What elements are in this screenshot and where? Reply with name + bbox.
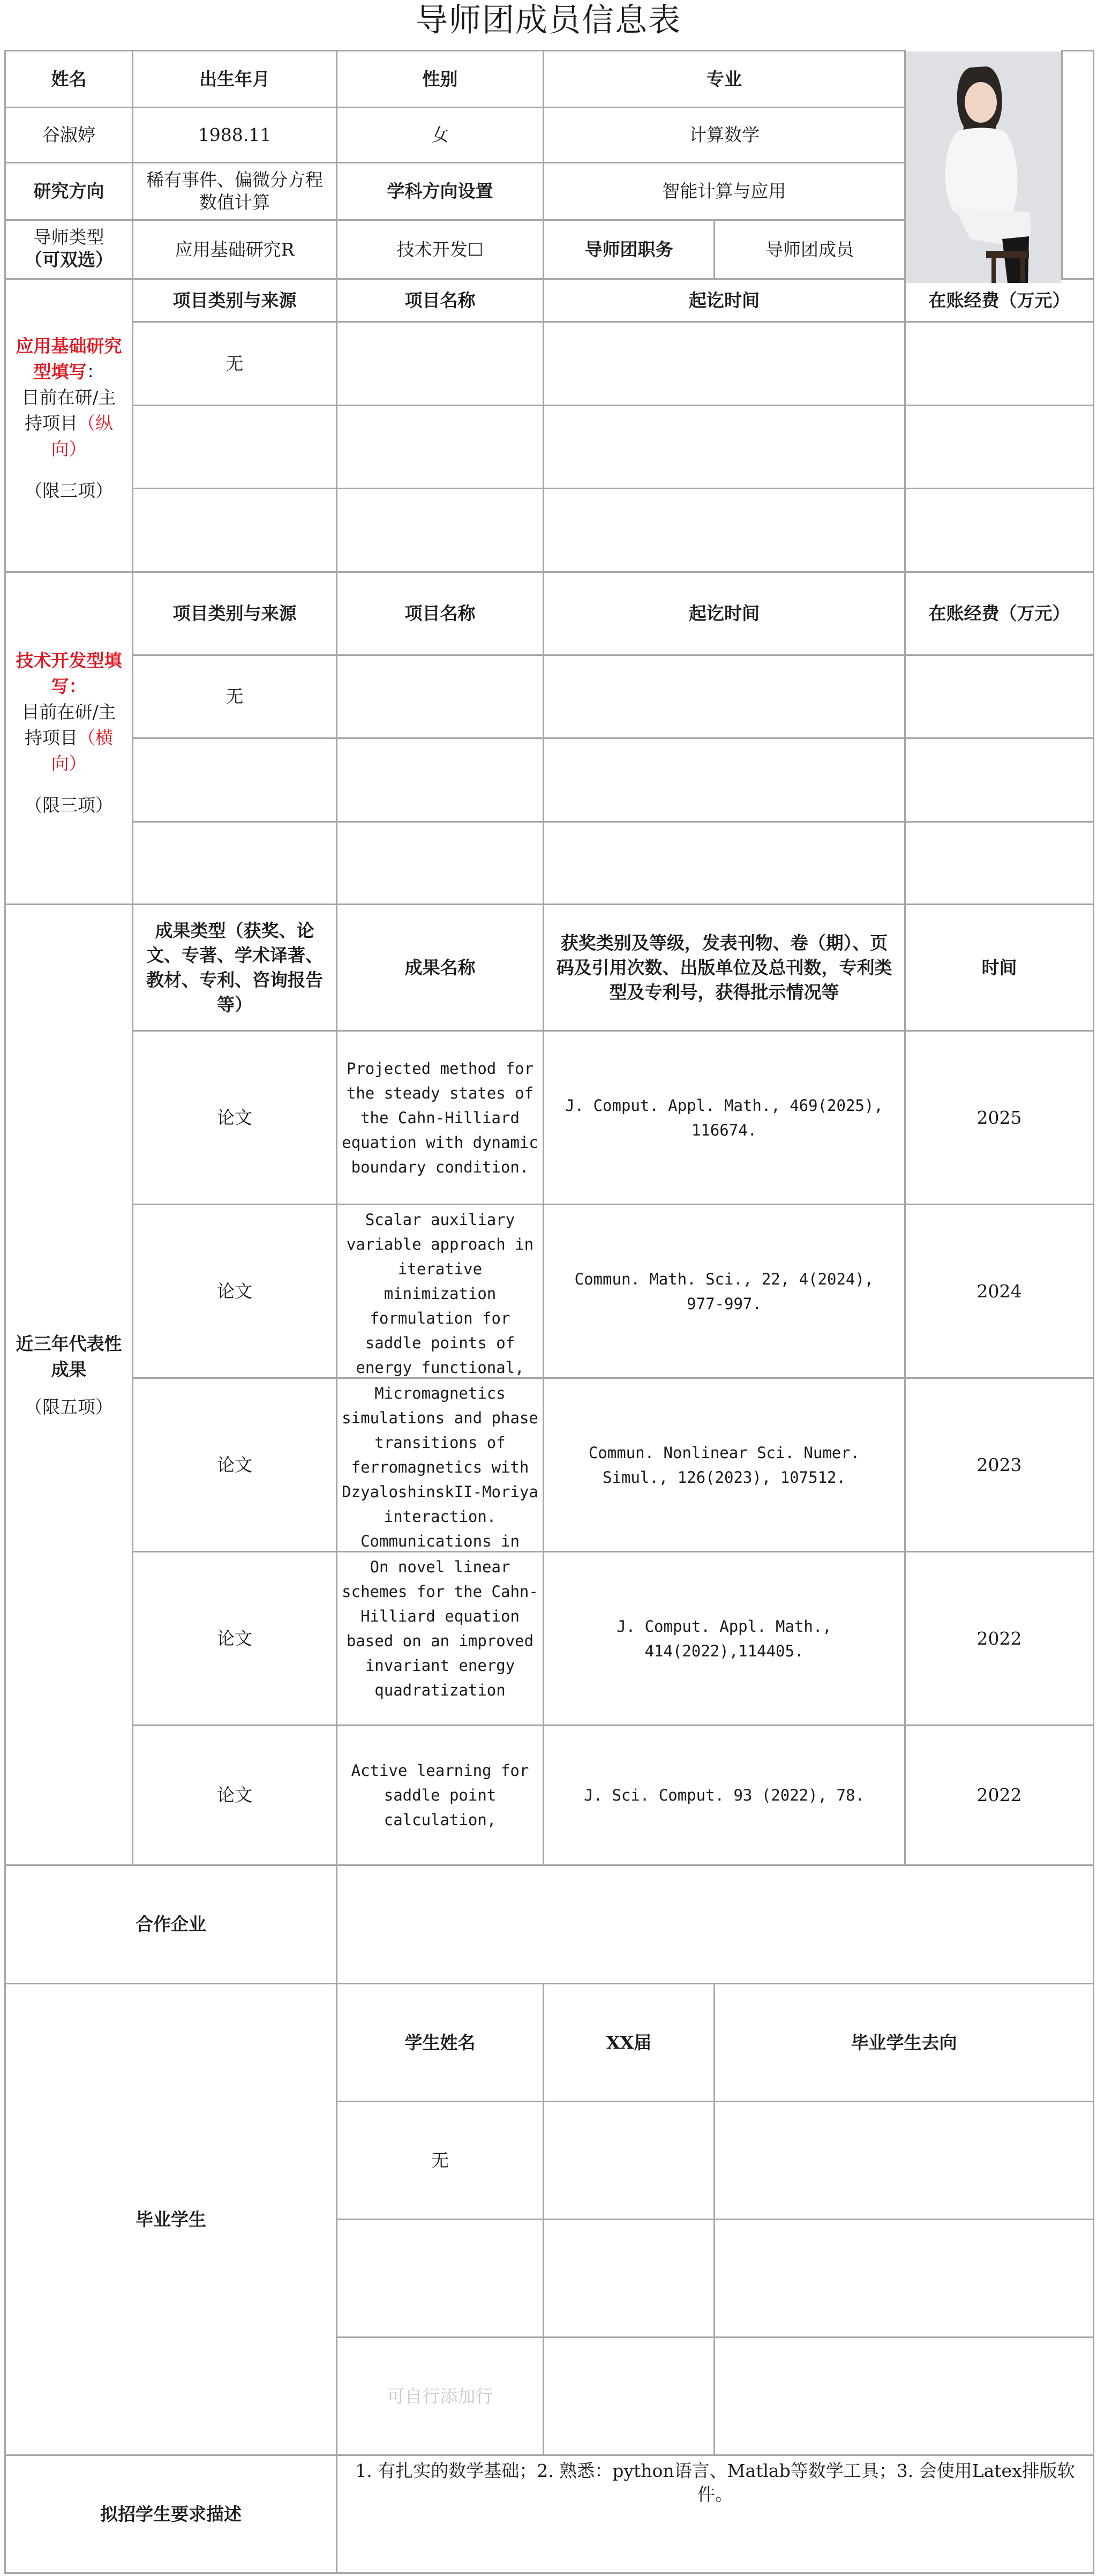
requirements-label: 拟招学生要求描述 — [100, 2503, 242, 2525]
tech-label-line6: 向） — [51, 753, 87, 774]
achievements-limit: （限五项） — [25, 1397, 113, 1417]
achievement-2-year: 2024 — [976, 1280, 1022, 1302]
applied-label-line5: （纵 — [78, 413, 113, 434]
graduates-label: 毕业学生 — [136, 2208, 206, 2230]
person-silhouette-icon — [906, 51, 1061, 283]
applied-row-1-category: 无 — [226, 353, 244, 374]
graduates-header-class: XX届 — [606, 2032, 652, 2053]
tech-label-line2: 写： — [51, 676, 87, 697]
applied-limit: （限三项） — [25, 480, 113, 501]
applied-header-category: 项目类别与来源 — [172, 289, 297, 311]
requirements-text[interactable]: 1. 有扎实的数学基础；2. 熟悉：python语言、Matlab等数学工具；3. 会使用Latex排版软件。 — [355, 2460, 1075, 2505]
partner-value[interactable] — [337, 1866, 1093, 1983]
applied-label-colon: ： — [86, 361, 104, 382]
achievements-label-line2: 成果 — [51, 1359, 87, 1380]
mentor-type-tech[interactable]: 技术开发☐ — [396, 238, 484, 260]
tech-label-line4: 持项目 — [25, 727, 78, 748]
tech-header-period: 起讫时间 — [689, 603, 760, 624]
achievement-3-name: Micromagnetics simulations and phase transitions of ferromagnetics with DzyaloshinskII-Moriya interaction. Communications in — [342, 1384, 538, 1550]
page-title: 导师团成员信息表 — [416, 2, 681, 39]
tech-limit: （限三项） — [25, 795, 113, 816]
achievement-3-venue: Commun. Nonlinear Sci. Numer. Simul., 126(2023), 107512. — [588, 1443, 860, 1487]
tech-header-funds: 在账经费（万元） — [928, 603, 1070, 624]
graduates-header-name: 学生姓名 — [404, 2032, 476, 2053]
applied-section-label — [6, 280, 132, 571]
tech-row-1-category: 无 — [226, 686, 244, 707]
achievement-1-year: 2025 — [976, 1107, 1022, 1128]
profile-photo — [906, 51, 1061, 283]
duty-label: 导师团职务 — [584, 238, 673, 260]
birth-value: 1988.11 — [198, 124, 272, 145]
tech-header-category: 项目类别与来源 — [172, 603, 297, 624]
achievement-4-year: 2022 — [976, 1627, 1022, 1649]
achievement-2-type: 论文 — [217, 1280, 252, 1302]
applied-header-name: 项目名称 — [404, 289, 476, 311]
tech-label-line3: 目前在研/主 — [21, 701, 116, 722]
birth-label: 出生年月 — [199, 68, 270, 89]
achievement-2-venue: Commun. Math. Sci., 22, 4(2024), 977-997. — [574, 1270, 874, 1313]
achievements-header-type: 成果类型（获奖、论文、专著、学术译著、教材、专利、咨询报告等） — [146, 920, 323, 1015]
applied-label-line1: 应用基础研究 — [16, 335, 122, 356]
achievement-4-type: 论文 — [217, 1627, 252, 1649]
applied-label-line6: 向） — [51, 438, 87, 459]
applied-label-line2: 型填写 — [33, 361, 87, 382]
mentor-type-label-line2: （可双选） — [25, 249, 113, 270]
achievement-1-venue: J. Comput. Appl. Math., 469(2025), 116674. — [565, 1096, 883, 1139]
achievement-4-name: On novel linear schemes for the Cahn-Hilliard equation based on an improved invariant energy quadratization — [342, 1558, 538, 1699]
applied-label-line3: 目前在研/主 — [21, 387, 116, 408]
duty-value: 导师团成员 — [765, 238, 854, 260]
name-value: 谷淑婷 — [42, 124, 95, 145]
major-value: 计算数学 — [689, 124, 760, 145]
gender-label: 性别 — [422, 68, 458, 89]
tech-label-line1: 技术开发型填 — [16, 650, 122, 671]
achievements-section-label — [6, 905, 132, 1864]
achievements-header-name: 成果名称 — [404, 957, 476, 978]
discipline-value: 智能计算与应用 — [662, 181, 786, 201]
graduates-row-1-name: 无 — [431, 2149, 449, 2171]
achievement-2-name: Scalar auxiliary variable approach in iterative minimization formulation for saddle points of energy functional, — [346, 1211, 534, 1377]
discipline-label: 学科方向设置 — [387, 181, 493, 201]
applied-header-period: 起讫时间 — [689, 289, 760, 311]
partner-label: 合作企业 — [136, 1914, 206, 1935]
achievement-5-year: 2022 — [976, 1784, 1022, 1805]
mentor-type-label — [6, 221, 132, 278]
achievement-3-year: 2023 — [976, 1454, 1022, 1475]
applied-label-line4: 持项目 — [25, 413, 78, 434]
achievement-5-type: 论文 — [217, 1784, 252, 1805]
achievements-header-details: 获奖类别及等级，发表刊物、卷（期）、页码及引用次数、出版单位及总刊数，专利类型及专利号，获得批示情况等 — [556, 932, 892, 1003]
mentor-type-applied[interactable]: 应用基础研究R — [175, 238, 295, 260]
achievement-1-name: Projected method for the steady states of the Cahn-Hilliard equation with dynamic boundary condition. — [342, 1059, 538, 1176]
achievement-4-venue: J. Comput. Appl. Math., 414(2022),114405. — [617, 1617, 832, 1660]
achievement-1-type: 论文 — [217, 1107, 252, 1128]
research-value: 稀有事件、偏微分方程数值计算 — [146, 169, 323, 213]
research-label: 研究方向 — [33, 181, 104, 201]
name-label: 姓名 — [51, 68, 87, 89]
achievements-header-year: 时间 — [981, 957, 1017, 978]
tech-label-line5: （横 — [78, 727, 113, 748]
achievements-label-line1: 近三年代表性 — [16, 1333, 122, 1354]
tech-section-label — [6, 573, 132, 904]
mentor-type-label-line1: 导师类型 — [33, 227, 104, 248]
gender-value: 女 — [431, 124, 449, 145]
applied-header-funds: 在账经费（万元） — [928, 289, 1070, 311]
achievement-5-venue: J. Sci. Comput. 93 (2022), 78. — [584, 1786, 865, 1804]
major-label: 专业 — [707, 68, 742, 89]
tech-header-name: 项目名称 — [404, 603, 476, 624]
graduates-add-row-hint[interactable]: 可自行添加行 — [387, 2385, 493, 2407]
graduates-header-destination: 毕业学生去向 — [851, 2032, 957, 2053]
achievement-3-type: 论文 — [217, 1454, 252, 1475]
achievement-5-name: Active learning for saddle point calculation, — [351, 1761, 529, 1829]
